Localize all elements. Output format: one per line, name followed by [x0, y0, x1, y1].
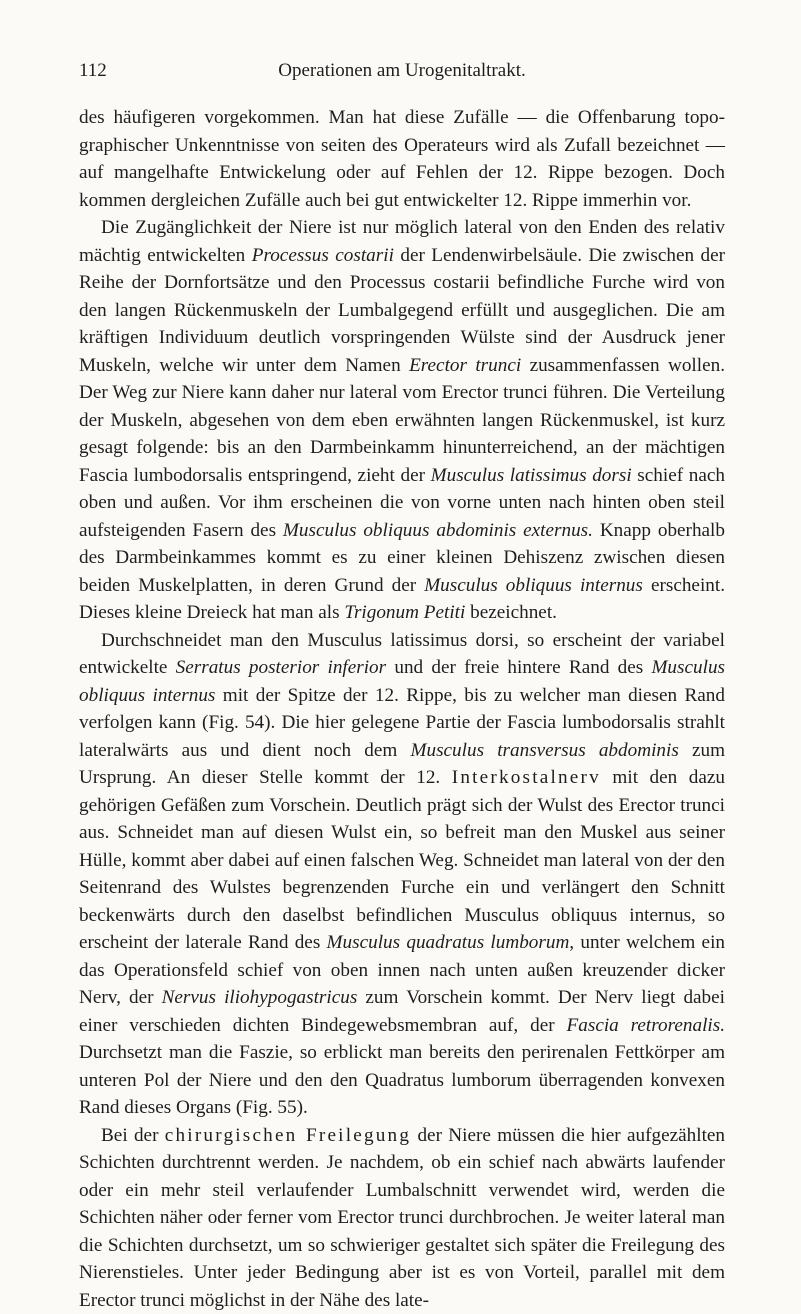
paragraph-3 — [79, 627, 725, 1122]
text-run: Die Zugänglichkeit der Niere ist nur möglich lateral von den Enden des relativ mächtig entwickelten — [79, 217, 725, 266]
spaced-term: Interkostalnerv — [452, 767, 601, 788]
page-number: 112 — [79, 58, 107, 84]
italic-term: Nervus iliohypogastricus — [162, 987, 358, 1008]
text-run: zum Vorschein kommt. Der Nerv liegt dabei einer verschieden dichten Bindegewebsmembran auf, der — [79, 987, 725, 1036]
paragraph-2 — [79, 214, 725, 627]
text-run: und der freie hintere Rand des — [386, 657, 651, 678]
italic-term: Fascia retrorenalis. — [567, 1015, 725, 1036]
text-run: Knapp oberhalb des Darmbeinkammes kommt es zu einer kleinen Dehiszenz zwischen diesen beiden Muskelplatten, in deren Grund der — [79, 520, 725, 596]
italic-term: Processus costarii — [252, 245, 394, 266]
running-head: Operationen am Urogenitaltrakt. — [79, 58, 725, 84]
text-run: zusammenfassen wollen. Der Weg zur Niere kann daher nur lateral vom Erector trunci führen. Die Verteilung der Muskeln, abgesehen von dem eben erwähnten langen Rückenmuskel, ist kurz gesagt folgende: bis an den Darmbeinkamm hinunterreichend, an der mächtigen Fascia lumbodorsalis entspringend, zieht der — [79, 355, 725, 486]
body-text — [79, 104, 725, 1314]
text-run: der Niere müssen die hier aufgezählten Schichten durchtrennt werden. Je nachdem, ob ein schief nach abwärts laufender oder ein mehr steil verlaufender Lumbalschnitt verwendet wird, werden die Schichten näher oder ferner vom Erector trunci durchbrochen. Je weiter lateral man die Schichten durchsetzt, um so schwieriger gestaltet sich später die Freilegung des Nierenstieles. Unter jeder Bedingung aber ist es von Vorteil, parallel mit dem Erector trunci möglichst in der Nähe des late- — [79, 1125, 725, 1311]
italic-term: Serratus posterior inferior — [176, 657, 386, 678]
text-run: der Lendenwirbelsäule. Die zwischen der Reihe der Dornfortsätze und den Processus costarii befindliche Furche wird von den langen Rückenmuskeln der Lumbalgegend erfüllt und ausgeglichen. Die am kräftigen Individuum deutlich vorspringenden Wülste sind der Ausdruck jener Muskeln, welche wir unter dem Namen — [79, 245, 725, 376]
text-run: unter welchem ein das Operationsfeld schief von oben innen nach unten außen kreuzender dicker Nerv, der — [79, 932, 725, 1008]
italic-term: Musculus transversus abdominis — [411, 740, 679, 761]
text-run: bezeichnet. — [465, 602, 557, 623]
paragraph-1 — [79, 104, 725, 214]
italic-term: Musculus obliquus internus — [79, 657, 725, 706]
page-header — [79, 58, 725, 84]
text-run: des häufigeren vorgekommen. Man hat diese Zufälle — die Offenbarung topographischer Unkenntnisse von seiten des Operateurs wird als Zufall bezeichnet — auf mangelhafte Entwickelung oder auf Fehlen der 12. Rippe bezogen. Doch kommen dergleichen Zufälle auch bei gut entwickelter 12. Rippe immerhin vor. — [79, 107, 725, 211]
italic-term: Musculus quadratus lumborum, — [327, 932, 575, 953]
text-run: zum Ursprung. An dieser Stelle kommt der 12. — [79, 740, 725, 789]
italic-term: Musculus latissimus dorsi — [431, 465, 632, 486]
text-run: schief nach oben und außen. Vor ihm erscheinen die von vorne unten nach hinten oben steil aufsteigenden Fasern des — [79, 465, 725, 541]
text-run: mit der Spitze der 12. Rippe, bis zu welcher man diesen Rand verfolgen kann (Fig. 54). Die hier gelegene Partie der Fascia lumbodorsalis strahlt lateralwärts aus und dient noch dem — [79, 685, 725, 761]
text-run: erscheint. Dieses kleine Dreieck hat man als — [79, 575, 725, 624]
italic-term: Erector trunci — [409, 355, 521, 376]
spaced-term: chirurgischen Freilegung — [165, 1125, 411, 1146]
text-run: mit den dazu gehörigen Gefäßen zum Vorschein. Deutlich prägt sich der Wulst des Erector trunci aus. Schneidet man auf diesen Wulst ein, so befreit man den Muskel aus seiner Hülle, kommt aber dabei auf einen falschen Weg. Schneidet man lateral von der den Seitenrand des Wulstes begrenzenden Furche ein und verlängert den Schnitt beckenwärts durch den daselbst befindlichen Musculus obliquus internus, so erscheint der laterale Rand des — [79, 767, 725, 953]
italic-term: Musculus obliquus abdominis externus. — [283, 520, 593, 541]
text-run: Durchsetzt man die Faszie, so erblickt man bereits den perirenalen Fettkörper am unteren Pol der Niere und den den Quadratus lumborum überragenden konvexen Rand dieses Organs (Fig. 55). — [79, 1042, 725, 1118]
text-run: Durchschneidet man den Musculus latissimus dorsi, so erscheint der variabel entwickelte — [79, 630, 725, 679]
italic-term: Trigonum Petiti — [344, 602, 465, 623]
paragraph-4 — [79, 1122, 725, 1314]
text-run: Bei der — [101, 1125, 165, 1146]
italic-term: Musculus obliquus internus — [424, 575, 643, 596]
